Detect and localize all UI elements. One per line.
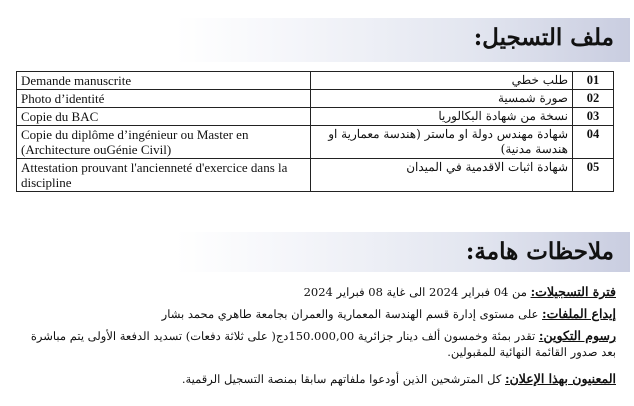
documents-table [16, 71, 614, 192]
note-concerned-text: كل المترشحين الذين أودعوا ملفاتهم سابقا بمنصة التسجيل الرقمية. [181, 372, 505, 386]
document-french-label: Attestation prouvant l'ancienneté d'exercice dans la discipline [17, 159, 311, 192]
note-period [16, 284, 616, 300]
notes-title: ملاحظات هامة: [465, 238, 614, 265]
note-deposit-label: إيداع الملفات: [542, 306, 616, 321]
note-period-text: من 04 فبراير 2024 الى غاية 08 فبراير 2024 [303, 285, 531, 299]
document-number: 04 [573, 126, 614, 159]
document-arabic-label: نسخة من شهادة البكالوريا [311, 108, 573, 126]
document-arabic-label: طلب خطي [311, 72, 573, 90]
document-number: 01 [573, 72, 614, 90]
note-fees-text: تقدر بمئة وخمسون ألف دينار جزائرية 150.000,00دج( على ثلاثة دفعات) تسديد الدفعة الأولى يتم مباشرة بعد صدور القائمة النهائية للمقبولين. [30, 329, 616, 359]
document-arabic-label: شهادة مهندس دولة او ماستر (هندسة معمارية او هندسة مدنية) [311, 126, 573, 159]
note-fees-label: رسوم التكوين: [538, 328, 616, 343]
note-fees [16, 328, 616, 360]
document-number: 05 [573, 159, 614, 192]
document-arabic-label: صورة شمسية [311, 90, 573, 108]
document-row [17, 159, 614, 192]
registration-file-title: ملف التسجيل: [473, 24, 614, 51]
document-french-label: Demande manuscrite [17, 72, 311, 90]
document-french-label: Copie du diplôme d’ingénieur ou Master en (Architecture ouGénie Civil) [17, 126, 311, 159]
document-french-label: Photo d’identité [17, 90, 311, 108]
document-number: 02 [573, 90, 614, 108]
document-number: 03 [573, 108, 614, 126]
note-deposit [16, 306, 616, 322]
document-row [17, 108, 614, 126]
note-concerned-label: المعنيون بهذا الإعلان: [504, 371, 616, 386]
document-french-label: Copie du BAC [17, 108, 311, 126]
note-period-label: فترة التسجيلات: [530, 284, 616, 299]
note-concerned [16, 371, 616, 387]
document-row [17, 126, 614, 159]
document-row [17, 90, 614, 108]
document-row [17, 72, 614, 90]
document-arabic-label: شهادة اثبات الاقدمية في الميدان [311, 159, 573, 192]
note-deposit-text: على مستوى إدارة قسم الهندسة المعمارية والعمران بجامعة طاهري محمد بشار [161, 307, 543, 321]
